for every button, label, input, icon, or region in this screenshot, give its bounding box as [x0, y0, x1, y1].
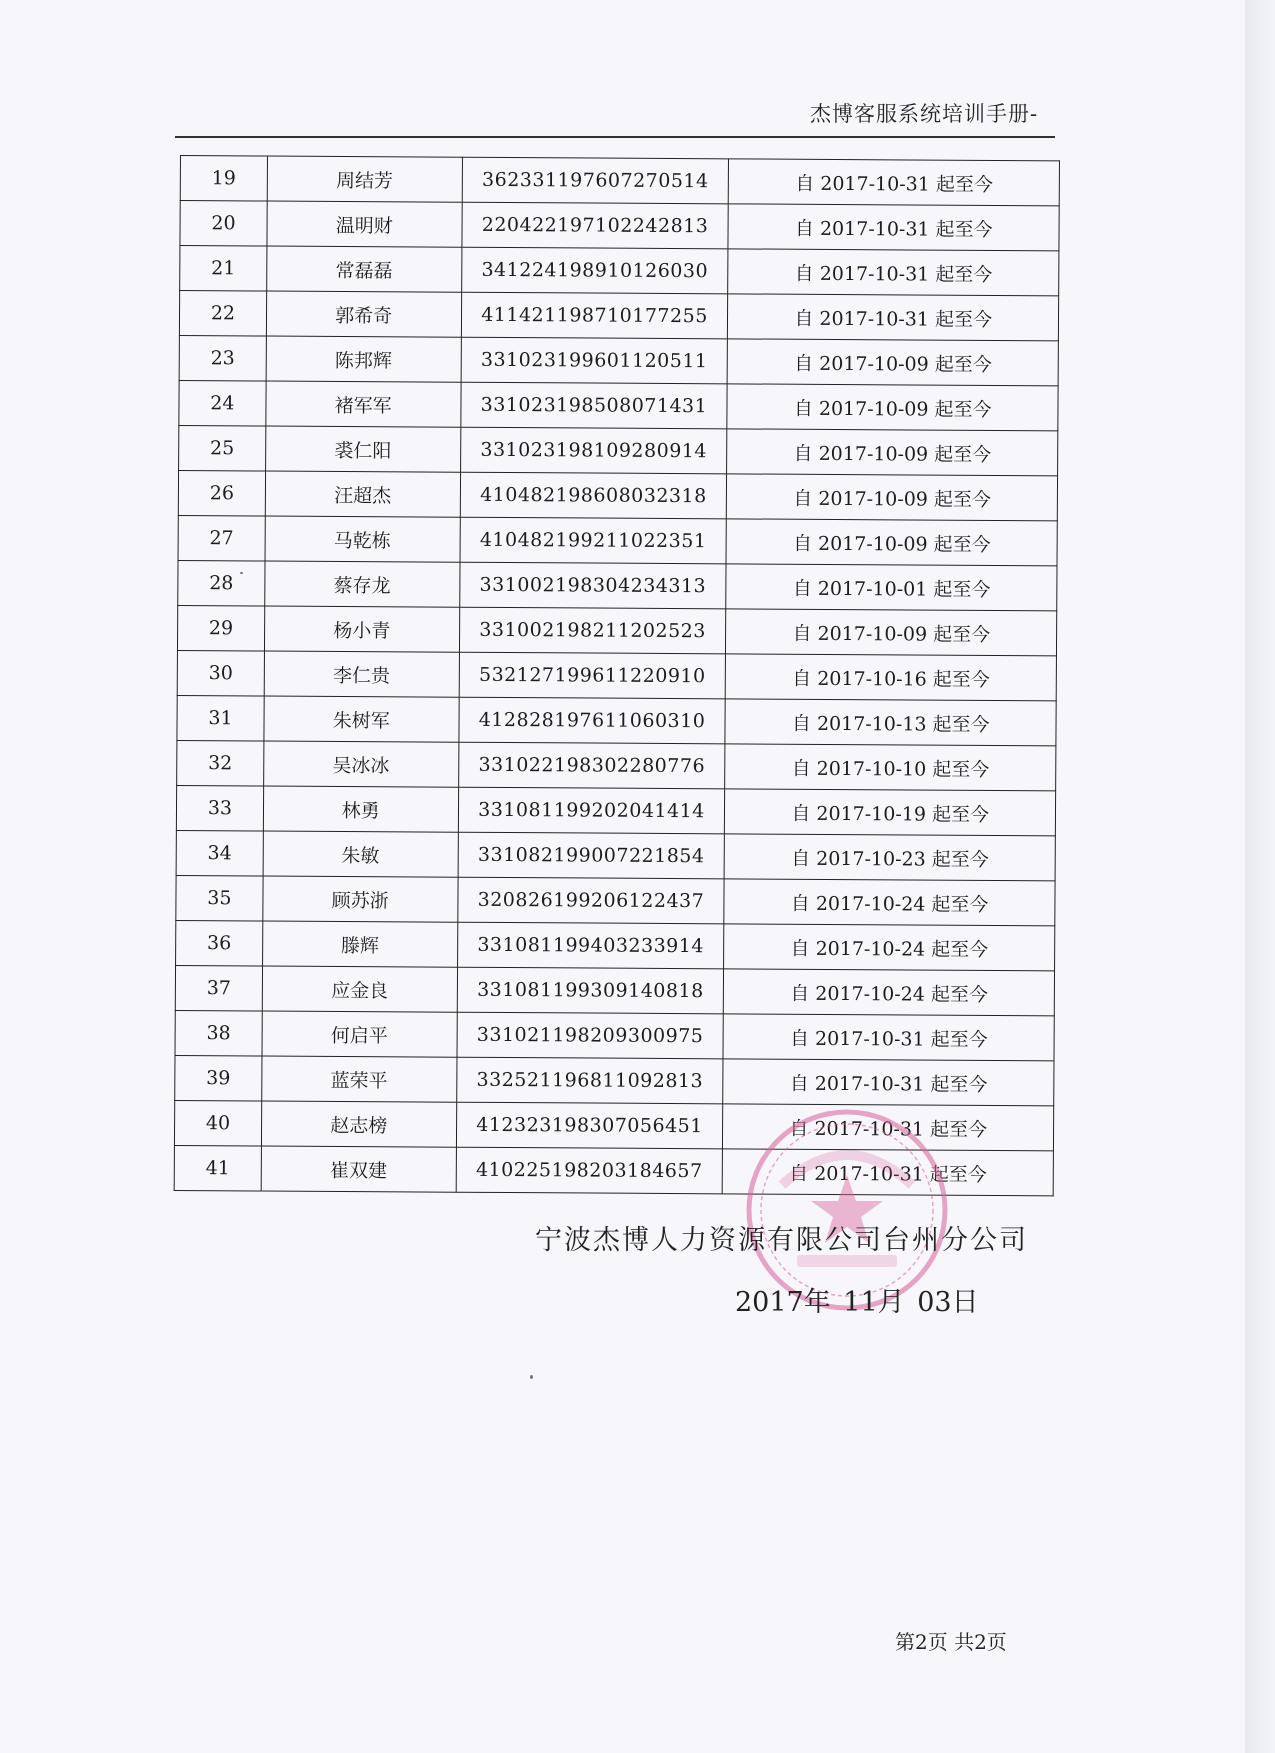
row-number: 26 [178, 470, 265, 516]
id-number: 341224198910126030 [461, 247, 728, 294]
table-row [175, 1010, 1054, 1060]
employee-name: 温明财 [267, 201, 462, 247]
table-row [176, 785, 1055, 835]
roster-body [174, 156, 1059, 1196]
employee-name: 何启平 [262, 1011, 457, 1057]
employee-name: 赵志榜 [261, 1101, 456, 1147]
employee-name: 朱树军 [264, 696, 459, 742]
employment-period: 自 2017-10-31 起至今 [728, 249, 1059, 296]
employee-name: 林勇 [263, 786, 458, 832]
id-number: 410482199211022351 [460, 517, 727, 564]
employee-name: 滕辉 [262, 921, 457, 967]
row-number: 28 [178, 560, 265, 606]
employee-name: 郭希奇 [266, 291, 461, 337]
table-row [175, 965, 1054, 1015]
id-number: 331021198209300975 [457, 1012, 724, 1059]
row-number: 20 [180, 201, 267, 247]
row-number: 39 [175, 1055, 262, 1101]
employment-period: 自 2017-10-24 起至今 [724, 969, 1055, 1016]
page-edge [1245, 0, 1275, 1753]
id-number: 411421198710177255 [461, 292, 728, 339]
table-row [177, 605, 1056, 655]
id-number: 331002198211202523 [459, 607, 726, 654]
id-number: 220422197102242813 [461, 202, 728, 249]
id-number: 331022198302280776 [458, 742, 725, 789]
table-row [176, 875, 1055, 925]
row-number: 27 [178, 515, 265, 561]
row-number: 34 [176, 830, 263, 876]
row-number: 23 [179, 335, 266, 381]
id-number: 331082199007221854 [458, 832, 725, 879]
row-number: 36 [176, 920, 263, 966]
employee-name: 朱敏 [263, 831, 458, 877]
header-title: 杰博客服系统培训手册- [810, 102, 1039, 126]
employment-period: 自 2017-10-19 起至今 [725, 789, 1056, 836]
employee-name: 李仁贵 [264, 651, 459, 697]
row-number: 32 [177, 740, 264, 786]
header-rule [175, 136, 1055, 138]
employee-name: 马乾栋 [265, 516, 460, 562]
table-row [180, 246, 1059, 296]
employee-name: 顾苏浙 [263, 876, 458, 922]
row-number: 37 [175, 965, 262, 1011]
id-number: 331081199202041414 [458, 787, 725, 834]
table-row [176, 830, 1055, 880]
row-number: 29 [177, 605, 264, 651]
row-number: 41 [174, 1145, 261, 1191]
employment-period: 自 2017-10-31 起至今 [729, 159, 1060, 206]
employee-name: 蓝荣平 [262, 1056, 457, 1102]
employee-name: 常磊磊 [267, 246, 462, 292]
row-number: 38 [175, 1010, 262, 1056]
row-number: 31 [177, 695, 264, 741]
employment-period: 自 2017-10-31 起至今 [723, 1149, 1054, 1196]
employee-name: 裘仁阳 [265, 426, 460, 472]
employment-period: 自 2017-10-31 起至今 [728, 294, 1059, 341]
row-number: 25 [179, 425, 266, 471]
id-number: 412323198307056451 [456, 1102, 723, 1149]
employment-period: 自 2017-10-24 起至今 [724, 879, 1055, 926]
id-number: 410225198203184657 [456, 1147, 723, 1194]
row-number: 19 [180, 156, 267, 202]
row-number: 22 [179, 291, 266, 337]
company-signature: 宁波杰博人力资源有限公司台州分公司 [535, 1225, 1028, 1256]
employment-period: 自 2017-10-23 起至今 [725, 834, 1056, 881]
signature-date: 2017年 11月 03日 [735, 1287, 979, 1318]
id-number: 362331197607270514 [462, 157, 729, 204]
employee-name: 褚军军 [266, 381, 461, 427]
table-row [180, 156, 1059, 206]
table-row [178, 515, 1057, 565]
employee-name: 崔双建 [261, 1146, 456, 1192]
employment-period: 自 2017-10-09 起至今 [727, 474, 1058, 521]
id-number: 532127199611220910 [459, 652, 726, 699]
table-row [180, 201, 1059, 251]
employment-period: 自 2017-10-09 起至今 [726, 609, 1057, 656]
id-number: 320826199206122437 [457, 877, 724, 924]
table-row [179, 291, 1058, 341]
employment-period: 自 2017-10-09 起至今 [726, 519, 1057, 566]
employment-period: 自 2017-10-10 起至今 [725, 744, 1056, 791]
employment-period: 自 2017-10-09 起至今 [727, 384, 1058, 431]
table-row [177, 650, 1056, 700]
table-row [179, 425, 1058, 475]
employee-name: 汪超杰 [265, 471, 460, 517]
employment-period: 自 2017-10-01 起至今 [726, 564, 1057, 611]
employee-name: 吴冰冰 [264, 741, 459, 787]
row-number: 21 [180, 246, 267, 292]
employment-period: 自 2017-10-31 起至今 [728, 204, 1059, 251]
id-number: 332521196811092813 [456, 1057, 723, 1104]
employee-name: 蔡存龙 [265, 561, 460, 607]
employment-period: 自 2017-10-31 起至今 [723, 1104, 1054, 1151]
id-number: 331002198304234313 [459, 562, 726, 609]
id-number: 331023198508071431 [460, 382, 727, 429]
employment-period: 自 2017-10-16 起至今 [726, 654, 1057, 701]
table-row [178, 560, 1057, 610]
id-number: 331023199601120511 [461, 337, 728, 384]
employee-name: 陈邦辉 [266, 336, 461, 382]
table-row [177, 695, 1056, 745]
id-number: 412828197611060310 [458, 697, 725, 744]
row-number: 24 [179, 380, 266, 426]
id-number: 331081199403233914 [457, 922, 724, 969]
employee-name: 杨小青 [264, 606, 459, 652]
employee-name: 应金良 [262, 966, 457, 1012]
table-row [179, 335, 1058, 385]
row-number: 40 [174, 1100, 261, 1146]
employment-period: 自 2017-10-31 起至今 [723, 1059, 1054, 1106]
table-row [177, 740, 1056, 790]
table-row [176, 920, 1055, 970]
id-number: 331023198109280914 [460, 427, 727, 474]
employment-period: 自 2017-10-09 起至今 [727, 429, 1058, 476]
employment-period: 自 2017-10-09 起至今 [728, 339, 1059, 386]
table-row [175, 1055, 1054, 1105]
employment-period: 自 2017-10-31 起至今 [723, 1014, 1054, 1061]
table-row [179, 380, 1058, 430]
employment-period: 自 2017-10-13 起至今 [725, 699, 1056, 746]
row-number: 30 [177, 650, 264, 696]
employee-roster-table [174, 155, 1060, 1196]
row-number: 33 [176, 785, 263, 831]
employment-period: 自 2017-10-24 起至今 [724, 924, 1055, 971]
employee-name: 周结芳 [267, 156, 462, 202]
id-number: 410482198608032318 [460, 472, 727, 519]
row-number: 35 [176, 875, 263, 921]
id-number: 331081199309140818 [457, 967, 724, 1014]
page-number: 第2页 共2页 [895, 1630, 1007, 1654]
table-row [178, 470, 1057, 520]
